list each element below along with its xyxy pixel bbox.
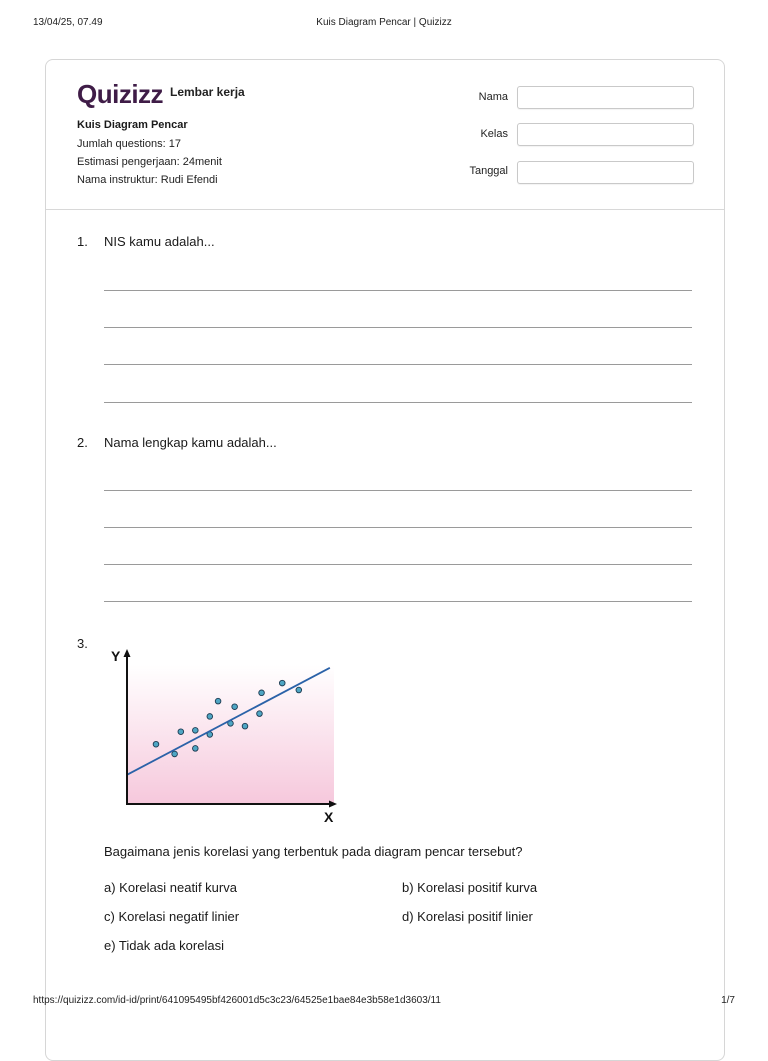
answer-line [104, 490, 692, 491]
data-point [296, 687, 302, 693]
data-point [153, 741, 159, 747]
question-1-number: 1. [77, 234, 88, 249]
data-point [178, 729, 184, 735]
date-label: Tanggal [469, 165, 508, 177]
y-axis-arrow-icon [124, 649, 131, 657]
answer-line [104, 327, 692, 328]
data-point [242, 723, 248, 729]
answer-line [104, 601, 692, 602]
option-a: a) Korelasi neatif kurva [104, 880, 237, 895]
data-point [215, 698, 221, 704]
quiz-title: Kuis Diagram Pencar [77, 119, 188, 131]
question-2-text: Nama lengkap kamu adalah... [104, 435, 277, 450]
data-point [172, 751, 178, 757]
option-d: d) Korelasi positif linier [402, 909, 533, 924]
option-b: b) Korelasi positif kurva [402, 880, 538, 895]
worksheet-label: Lembar kerja [170, 85, 245, 99]
name-field[interactable] [517, 86, 694, 109]
worksheet-header [46, 60, 724, 210]
data-point [207, 714, 213, 720]
answer-line [104, 364, 692, 365]
data-point [193, 728, 199, 734]
print-datetime: 13/04/25, 07.49 [33, 17, 103, 28]
option-e: e) Tidak ada korelasi [104, 938, 224, 953]
instructor-name: Nama instruktur: Rudi Efendi [77, 174, 218, 186]
answer-line [104, 527, 692, 528]
answer-line [104, 564, 692, 565]
estimated-time: Estimasi pengerjaan: 24menit [77, 156, 222, 168]
scatter-plot [104, 645, 344, 825]
name-label: Nama [478, 91, 508, 103]
x-axis-label: X [324, 809, 334, 825]
question-3-number: 3. [77, 636, 88, 651]
question-2-number: 2. [77, 435, 88, 450]
class-label: Kelas [480, 128, 508, 140]
print-page-title: Kuis Diagram Pencar | Quizizz [316, 17, 452, 28]
data-point [259, 690, 265, 696]
worksheet [45, 59, 725, 1061]
y-axis-label: Y [111, 648, 121, 664]
data-point [193, 746, 199, 752]
option-c: c) Korelasi negatif linier [104, 909, 240, 924]
data-point [257, 711, 263, 717]
plot-background [127, 665, 334, 804]
print-url: https://quizizz.com/id-id/print/641095495bf426001d5c3c23/64525e1bae84e3b58e1d3603/11 [33, 995, 441, 1006]
quizizz-logo: Quizizz [77, 79, 164, 109]
question-1-text: NIS kamu adalah... [104, 234, 215, 249]
questions-count: Jumlah questions: 17 [77, 138, 181, 150]
answer-line [104, 290, 692, 291]
date-field[interactable] [517, 161, 694, 184]
class-field[interactable] [517, 123, 694, 146]
question-3-text: Bagaimana jenis korelasi yang terbentuk pada diagram pencar tersebut? [104, 844, 523, 859]
answer-line [104, 402, 692, 403]
data-point [232, 704, 238, 710]
print-page-number: 1/7 [721, 995, 735, 1006]
data-point [279, 680, 285, 686]
